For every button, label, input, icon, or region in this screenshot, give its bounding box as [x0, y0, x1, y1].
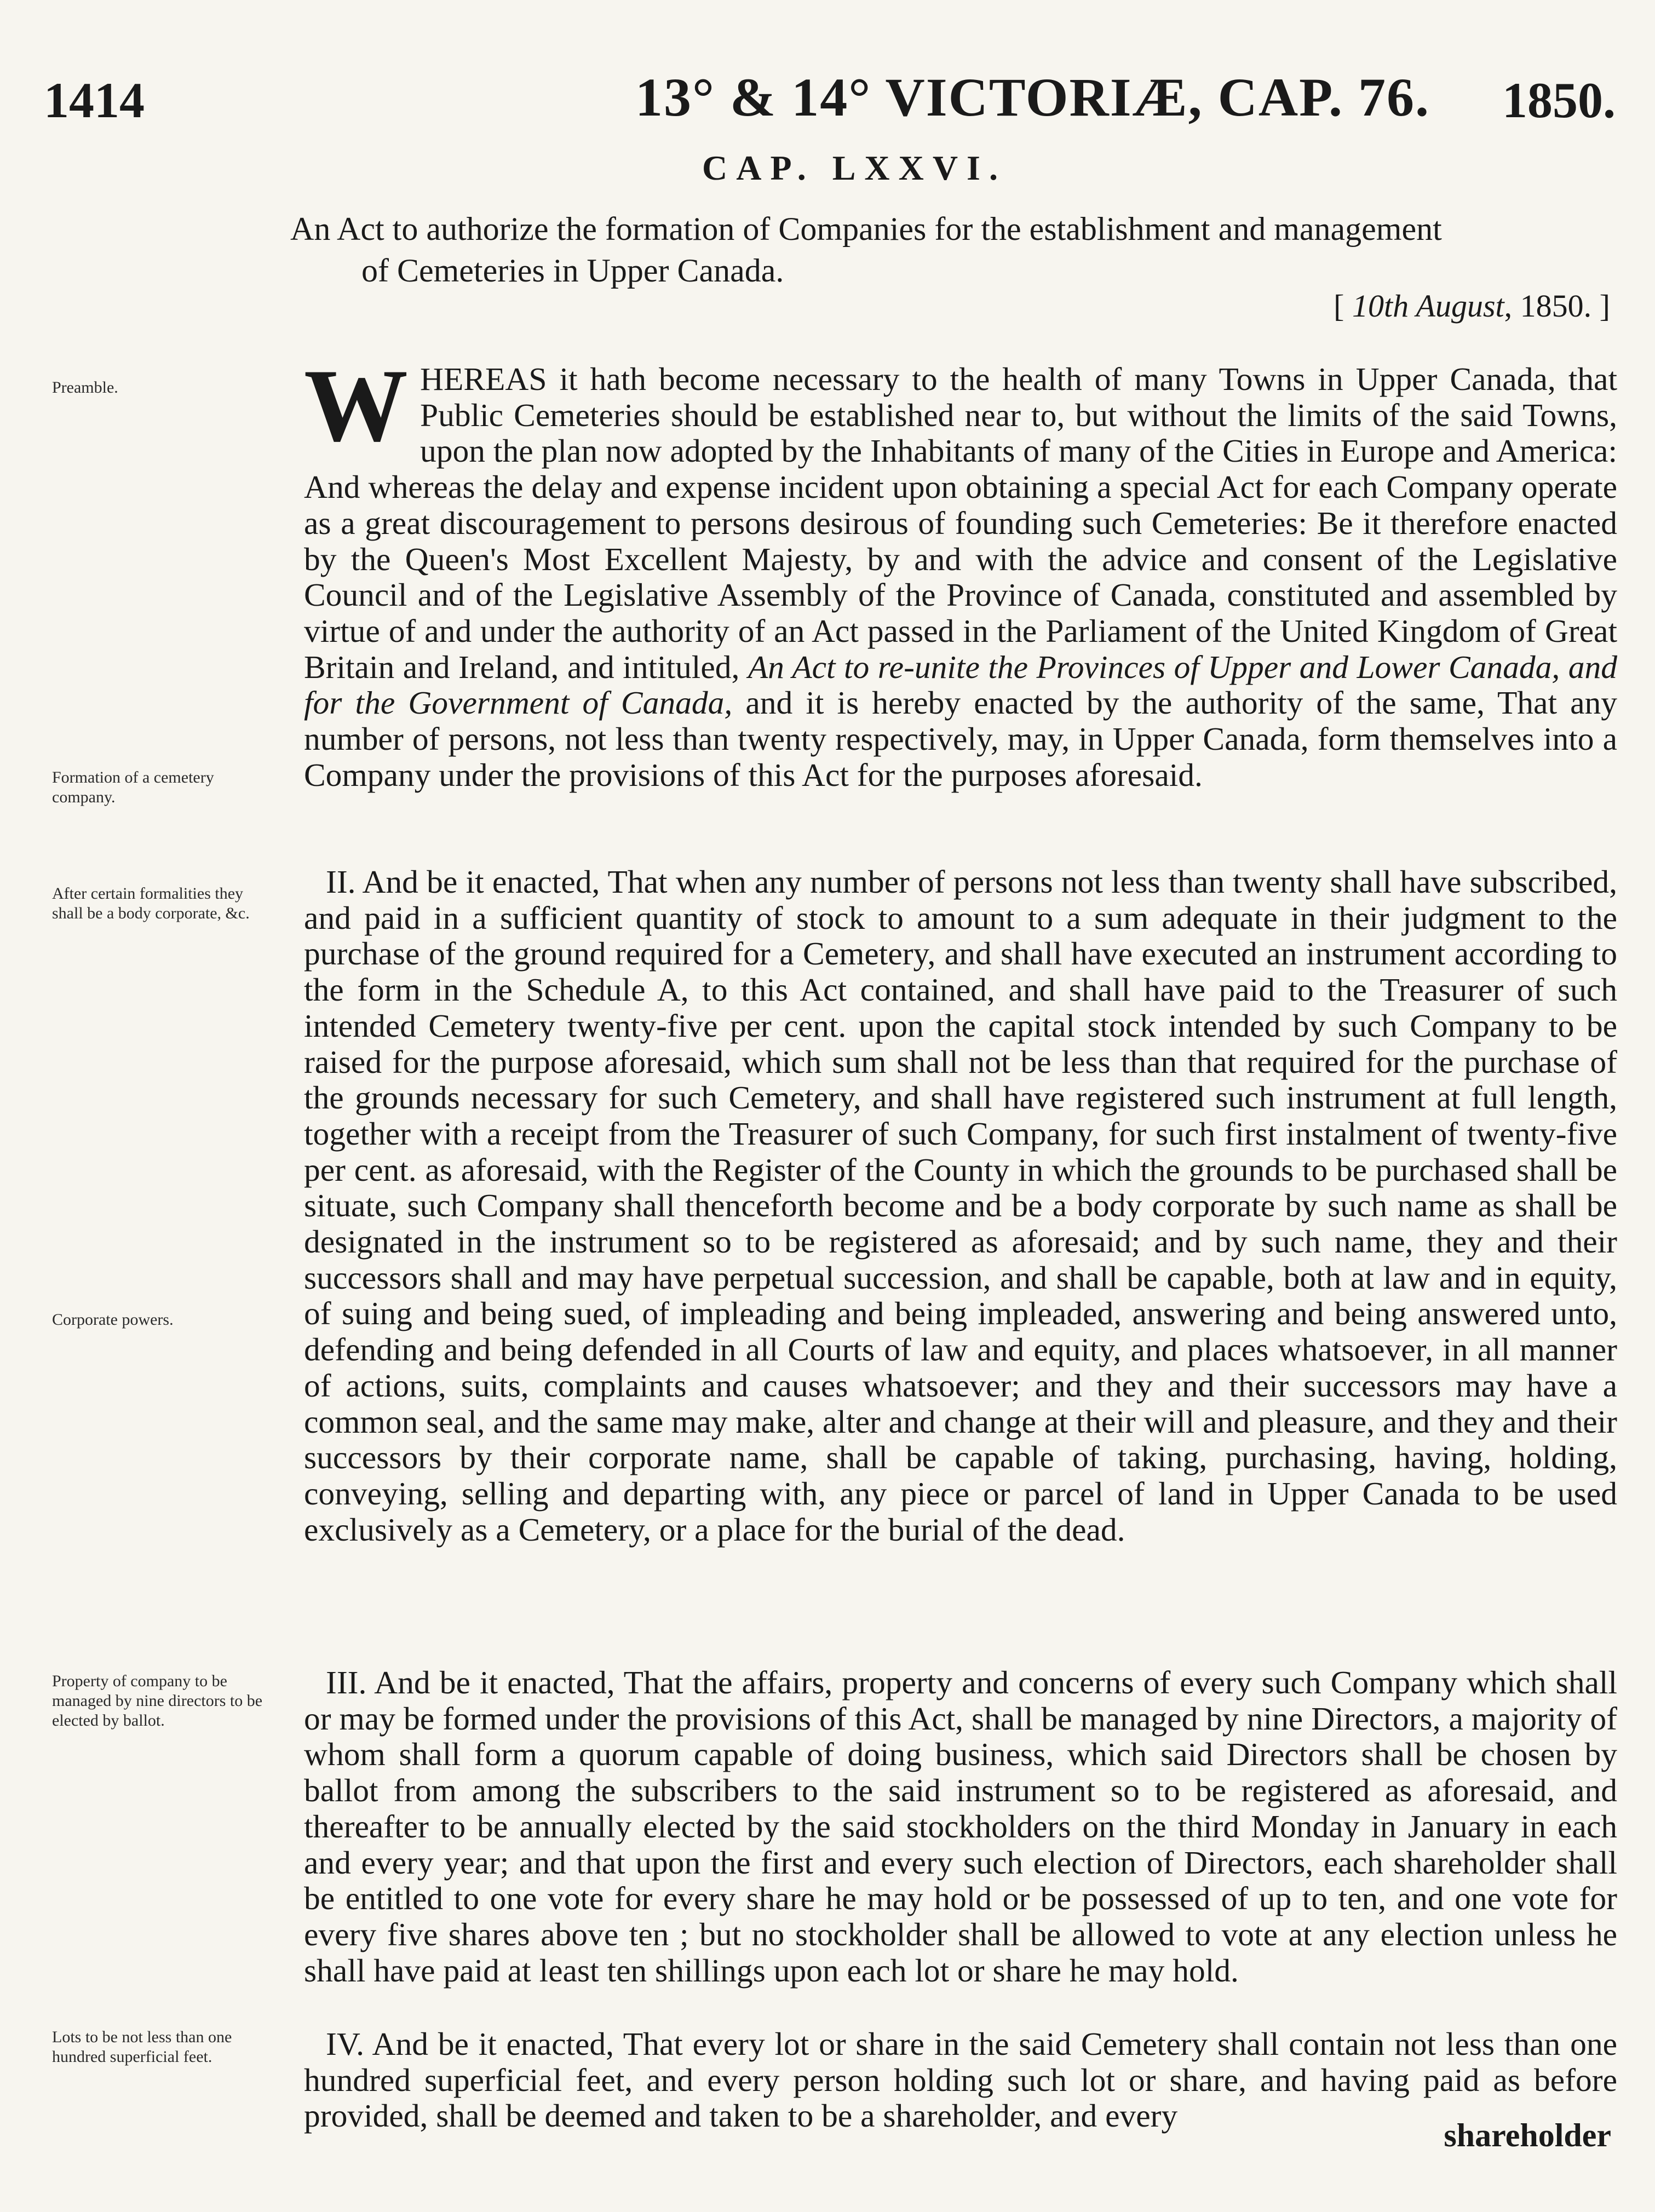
margin-note-formation: Formation of a cemetery company. — [52, 768, 214, 806]
preamble-paragraph — [304, 348, 1618, 793]
section-2: II. And be it enacted, That when any number of persons not less than twenty shall have subscribed, and paid in a sufficient quantity of stock to amount to a sum adequate in their judgment to the purchase of the ground required for a Cemetery, and shall have executed an instrument according to the form in the Schedule A, to this Act contained, and shall have paid to the Treasurer of such intended Cemetery twenty-five per cent. upon the capital stock intended by such Company to be raised for the purpose aforesaid, which sum shall not be less than that required for the purchase of the grounds necessary for such Cemetery, and shall have registered such instrument at full length, together with a receipt from the Treasurer of such Company, for such first instalment of twenty-five per cent. as aforesaid, with the Register of the County in which the grounds to be purchased shall be situate, such Company shall thenceforth become and be a body corporate by such name as shall be designated in the instrument so to be registered as aforesaid; and by such name, they and their successors shall and may have perpetual succession, and shall be capable, both at law and in equity, of suing and being sued, of impleading and being impleaded, answering and being answered unto, defending and being defended in all Courts of law and equity, and places whatsoever, in all manner of actions, suits, complaints and causes whatsoever; and they and their successors may have a common seal, and the same may make, alter and change at their will and pleasure, and they and their successors by their corporate name, shall be capable of taking, purchasing, having, holding, conveying, selling and departing with, any piece or parcel of land in Upper Canada to be used exclusively as a Cemetery, or a place for the burial of the dead. — [304, 864, 1617, 1548]
catchword: shareholder — [1444, 2117, 1611, 2153]
margin-note-property: Property of company to be managed by nine directors to be elected by ballot. — [52, 1672, 263, 1730]
margin-note-corporate-powers: Corporate powers. — [52, 1311, 174, 1329]
date-rest: , 1850. ] — [1504, 288, 1610, 324]
preamble-act-title: An Act to re-unite the Provinces of Upper and Lower Canada, and for the Government of Canada, — [304, 648, 1617, 721]
act-title-line-2: of Cemeteries in Upper Canada. — [361, 252, 784, 289]
margin-note-body-corporate: After certain formalities they shall be a body corporate, &c. — [52, 884, 250, 922]
header-year: 1850. — [1502, 72, 1616, 128]
act-title — [290, 208, 1616, 291]
margin-note-preamble: Preamble. — [52, 378, 118, 397]
chapter-heading: CAP. LXXVI. — [702, 148, 1007, 187]
page-number: 1414 — [44, 72, 145, 128]
margin-note-lots: Lots to be not less than one hundred superficial feet. — [52, 2028, 232, 2066]
date-day: 10th August — [1352, 288, 1504, 324]
running-title: 13° & 14° VICTORIÆ, CAP. 76. — [635, 67, 1430, 128]
section-4: IV. And be it enacted, That every lot or share in the said Cemetery shall contain not less than one hundred superficial feet, and every person holding such lot or share, and having paid as before provided, shall be deemed and taken to be a shareholder, and every — [304, 2026, 1617, 2134]
date-open: [ — [1334, 288, 1352, 324]
running-head — [44, 66, 1616, 131]
preamble-enactment: and it is hereby enacted by the authority of the same, That any number of persons, not less than twenty respectively, may, in Upper Canada, form themselves into a Company under the provisions of this Act for the purposes aforesaid. — [304, 685, 1618, 793]
section-3: III. And be it enacted, That the affairs, property and concerns of every such Company which shall or may be formed under the provisions of this Act, shall be managed by nine Directors, a majority of whom shall form a quorum capable of doing business, which said Directors shall be chosen by ballot from among the subscribers to the said instrument so to be registered as aforesaid, and thereafter to be annually elected by the said stockholders on the third Monday in January in each and every year; and that upon the first and every such election of Directors, each shareholder shall be entitled to one vote for every share he may hold or be possessed of up to ten, and one vote for every five shares above ten ; but no stockholder shall be allowed to vote at any election unless he shall have paid at least ten shillings upon each lot or share he may hold. — [304, 1664, 1617, 1989]
preamble-text: HEREAS it hath become necessary to the health of many Towns in Upper Canada, that Public Cemeteries should be established near to, but without the limits of the said Towns, upon the plan now adopted by the Inhabitants of many of the Cities in Europe and America: And whereas the delay and expense incident upon obtaining a special Act for each Company operate as a great discouragement to persons desirous of founding such Cemeteries: Be it therefore enacted by the Queen's Most Excellent Majesty, by and with the advice and consent of the Legislative Council and of the Legislative Assembly of the Province of Canada, constituted and assembled by virtue of and under the authority of an Act passed in the Parliament of the United Kingdom of Great Britain and Ireland, and intituled, — [304, 361, 1617, 685]
act-title-line-1: An Act to authorize the formation of Companies for the establishment and management — [290, 211, 1442, 247]
drop-cap: W — [304, 348, 408, 463]
assent-date — [1172, 288, 1610, 324]
